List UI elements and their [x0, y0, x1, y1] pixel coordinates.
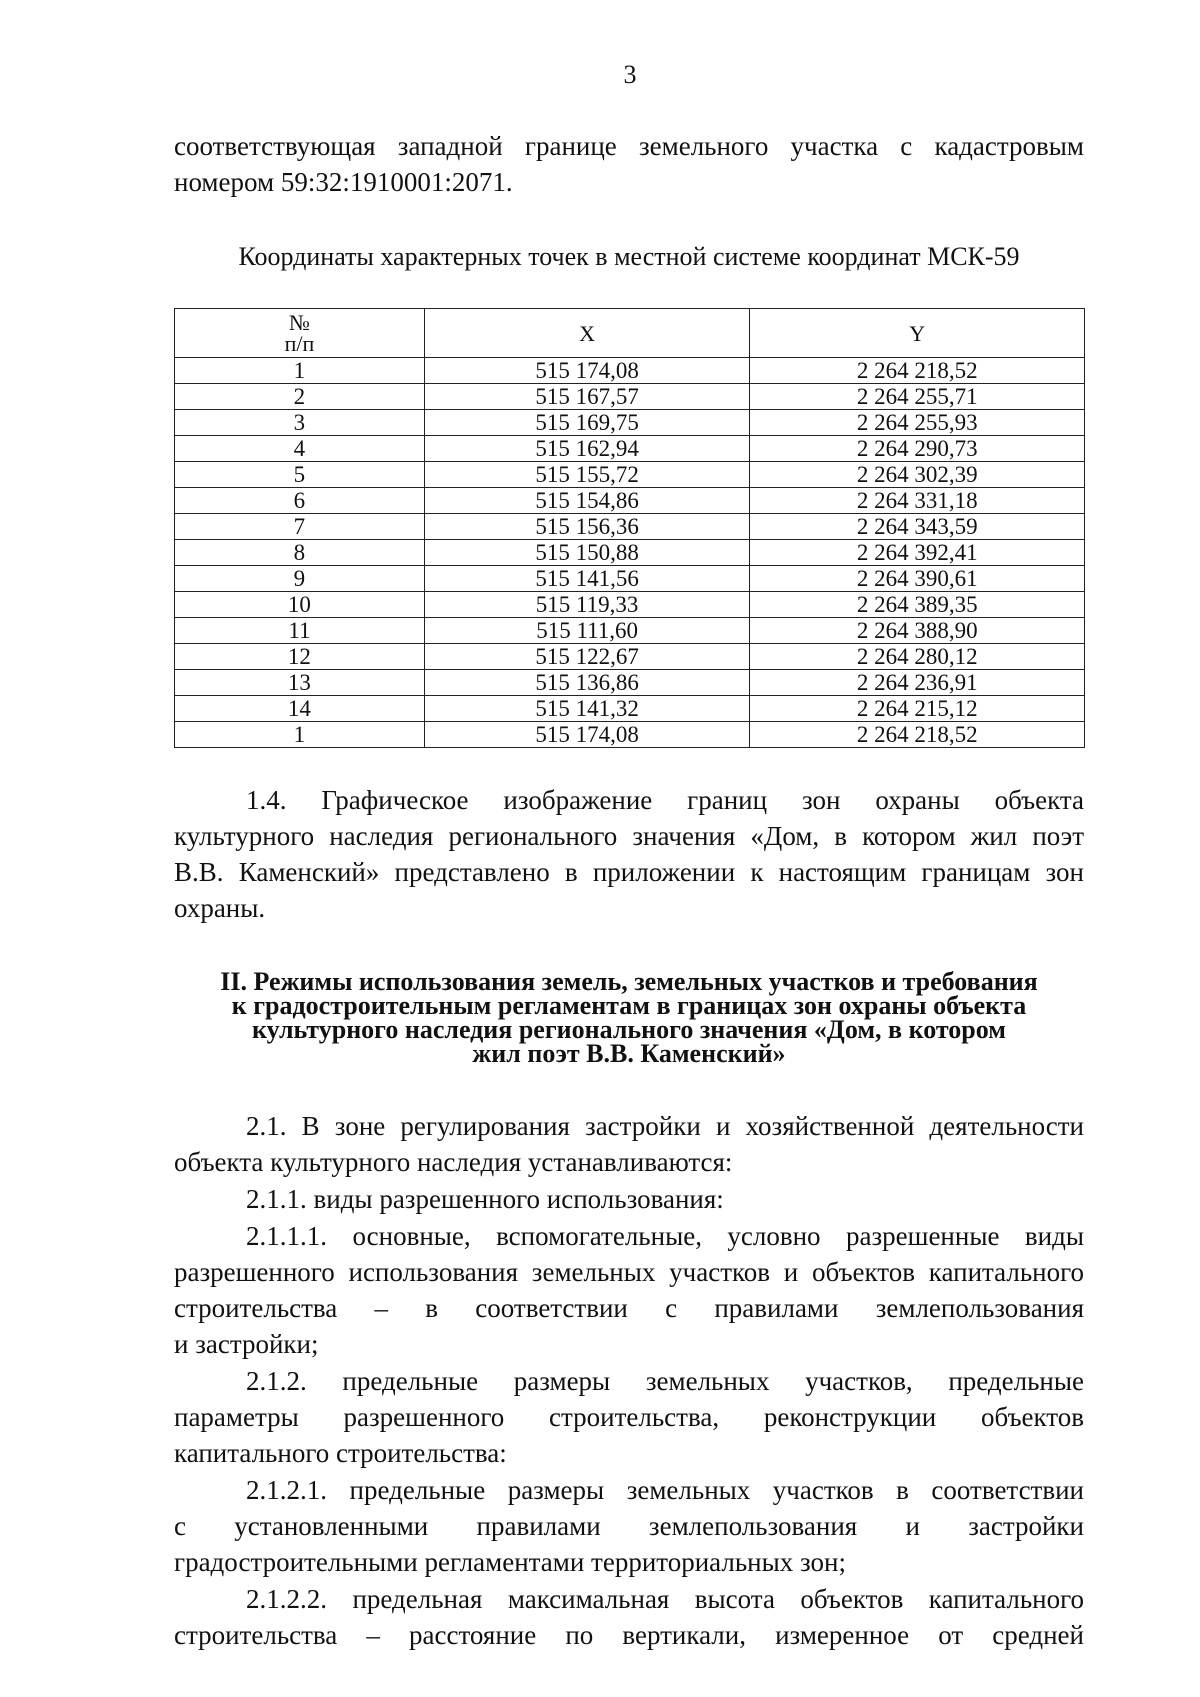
paragraph-2-1-1-1-line-4: и застройки;	[174, 1329, 319, 1359]
paragraph-2-1-1-1-line-3: строительства – в соответствии с правилами землепользования	[174, 1293, 1084, 1323]
paragraph-1-4-line-3: В.В. Каменский» представлено в приложении к настоящим границам зон	[174, 857, 1084, 887]
table-row	[175, 384, 1085, 410]
paragraph-2-1-2-2-line-2: строительства – расстояние по вертикали, измеренное от средней	[174, 1620, 1084, 1650]
header-y: Y	[750, 309, 1085, 358]
paragraph-2-1-line-1: 2.1. В зоне регулирования застройки и хозяйственной деятельности	[246, 1111, 1084, 1141]
cell-number: 10	[175, 592, 425, 618]
cell-number: 7	[175, 514, 425, 540]
table-row	[175, 592, 1085, 618]
section-heading-line-3: культурного наследия регионального значения «Дом, в котором	[252, 1015, 1006, 1044]
paragraph-2-1-2-line-3: капитального строительства:	[174, 1438, 507, 1468]
header-number	[175, 309, 425, 358]
section-heading-line-4: жил поэт В.В. Каменский»	[472, 1039, 786, 1068]
intro-line-2: номером 59:32:1910001:2071.	[174, 167, 513, 197]
table-row	[175, 696, 1085, 722]
table-row	[175, 644, 1085, 670]
intro-paragraph	[174, 128, 1084, 200]
paragraph-2-1-2-line-2: параметры разрешенного строительства, реконструкции объектов	[174, 1402, 1084, 1432]
paragraph-2-1-2-line-1: 2.1.2. предельные размеры земельных участков, предельные	[246, 1366, 1084, 1396]
cell-y: 2 264 389,35	[750, 592, 1085, 618]
cell-number: 12	[175, 644, 425, 670]
table-row	[175, 436, 1085, 462]
cell-x: 515 155,72	[424, 462, 750, 488]
cell-y: 2 264 343,59	[750, 514, 1085, 540]
cell-number: 6	[175, 488, 425, 514]
paragraph-2-1-2-2-line-1: 2.1.2.2. предельная максимальная высота объектов капитального	[246, 1584, 1084, 1614]
cell-y: 2 264 215,12	[750, 696, 1085, 722]
table-caption: Координаты характерных точек в местной системе координат МСК-59	[238, 242, 1020, 271]
cell-x: 515 154,86	[424, 488, 750, 514]
cell-number: 4	[175, 436, 425, 462]
paragraph-2-1-2-1	[174, 1472, 1084, 1580]
cell-y: 2 264 302,39	[750, 462, 1085, 488]
paragraph-1-4-line-2: культурного наследия регионального значения «Дом, в котором жил поэт	[174, 821, 1084, 851]
cell-x: 515 156,36	[424, 514, 750, 540]
table-row	[175, 722, 1085, 748]
header-number-line-2: п/п	[284, 331, 315, 356]
paragraph-2-1-2	[174, 1363, 1084, 1471]
cell-y: 2 264 390,61	[750, 566, 1085, 592]
cell-x: 515 174,08	[424, 358, 750, 384]
table-row	[175, 670, 1085, 696]
cell-y: 2 264 218,52	[750, 358, 1085, 384]
cell-x: 515 122,67	[424, 644, 750, 670]
cell-number: 2	[175, 384, 425, 410]
table-header-row	[175, 309, 1085, 358]
cell-number: 13	[175, 670, 425, 696]
paragraph-2-1-1-line-1: 2.1.1. виды разрешенного использования:	[246, 1184, 724, 1214]
cell-y: 2 264 255,71	[750, 384, 1085, 410]
cell-x: 515 141,32	[424, 696, 750, 722]
paragraph-2-1	[174, 1108, 1084, 1180]
paragraph-2-1-2-1-line-2: с установленными правилами землепользования и застройки	[174, 1511, 1084, 1541]
intro-line-1: соответствующая западной границе земельного участка с кадастровым	[174, 131, 1084, 161]
table-row	[175, 410, 1085, 436]
paragraph-2-1-2-2	[174, 1581, 1084, 1653]
header-number-line-1: №	[288, 310, 310, 335]
cell-number: 8	[175, 540, 425, 566]
cell-y: 2 264 218,52	[750, 722, 1085, 748]
paragraph-2-1-1	[174, 1181, 1084, 1217]
table-row	[175, 566, 1085, 592]
paragraph-2-1-1-1-line-1: 2.1.1.1. основные, вспомогательные, условно разрешенные виды	[246, 1221, 1084, 1251]
table-row	[175, 514, 1085, 540]
section-heading-line-2: к градостроительным регламентам в границах зон охраны объекта	[231, 991, 1027, 1020]
cell-y: 2 264 290,73	[750, 436, 1085, 462]
table-row	[175, 462, 1085, 488]
cell-y: 2 264 388,90	[750, 618, 1085, 644]
cell-y: 2 264 236,91	[750, 670, 1085, 696]
paragraph-2-1-2-1-line-3: градостроительными регламентами территориальных зон;	[174, 1547, 846, 1577]
cell-y: 2 264 392,41	[750, 540, 1085, 566]
cell-y: 2 264 280,12	[750, 644, 1085, 670]
table-row	[175, 540, 1085, 566]
cell-number: 5	[175, 462, 425, 488]
section-heading-line-1: II. Режимы использования земель, земельных участков и требования	[220, 967, 1038, 996]
cell-y: 2 264 255,93	[750, 410, 1085, 436]
table-row	[175, 488, 1085, 514]
page-number: 3	[623, 60, 637, 89]
table-row	[175, 618, 1085, 644]
header-x: X	[424, 309, 750, 358]
cell-number: 14	[175, 696, 425, 722]
page-content	[174, 128, 1084, 1653]
cell-x: 515 111,60	[424, 618, 750, 644]
cell-x: 515 136,86	[424, 670, 750, 696]
paragraph-2-1-line-2: объекта культурного наследия устанавливаются:	[174, 1147, 733, 1177]
cell-x: 515 141,56	[424, 566, 750, 592]
cell-x: 515 162,94	[424, 436, 750, 462]
cell-number: 11	[175, 618, 425, 644]
coordinates-table	[174, 308, 1085, 748]
paragraph-1-4-line-1: 1.4. Графическое изображение границ зон охраны объекта	[246, 785, 1084, 815]
cell-number: 1	[175, 358, 425, 384]
paragraph-1-4-line-4: охраны.	[174, 893, 266, 923]
cell-number: 1	[175, 722, 425, 748]
table-row	[175, 358, 1085, 384]
paragraph-1-4	[174, 782, 1084, 926]
cell-number: 9	[175, 566, 425, 592]
cell-x: 515 150,88	[424, 540, 750, 566]
paragraph-2-1-1-1-line-2: разрешенного использования земельных участков и объектов капитального	[174, 1257, 1084, 1287]
cell-x: 515 174,08	[424, 722, 750, 748]
section-heading	[174, 967, 1084, 1068]
paragraph-2-1-2-1-line-1: 2.1.2.1. предельные размеры земельных участков в соответствии	[246, 1475, 1084, 1505]
cell-x: 515 167,57	[424, 384, 750, 410]
cell-x: 515 169,75	[424, 410, 750, 436]
cell-number: 3	[175, 410, 425, 436]
paragraph-2-1-1-1	[174, 1218, 1084, 1362]
cell-x: 515 119,33	[424, 592, 750, 618]
cell-y: 2 264 331,18	[750, 488, 1085, 514]
